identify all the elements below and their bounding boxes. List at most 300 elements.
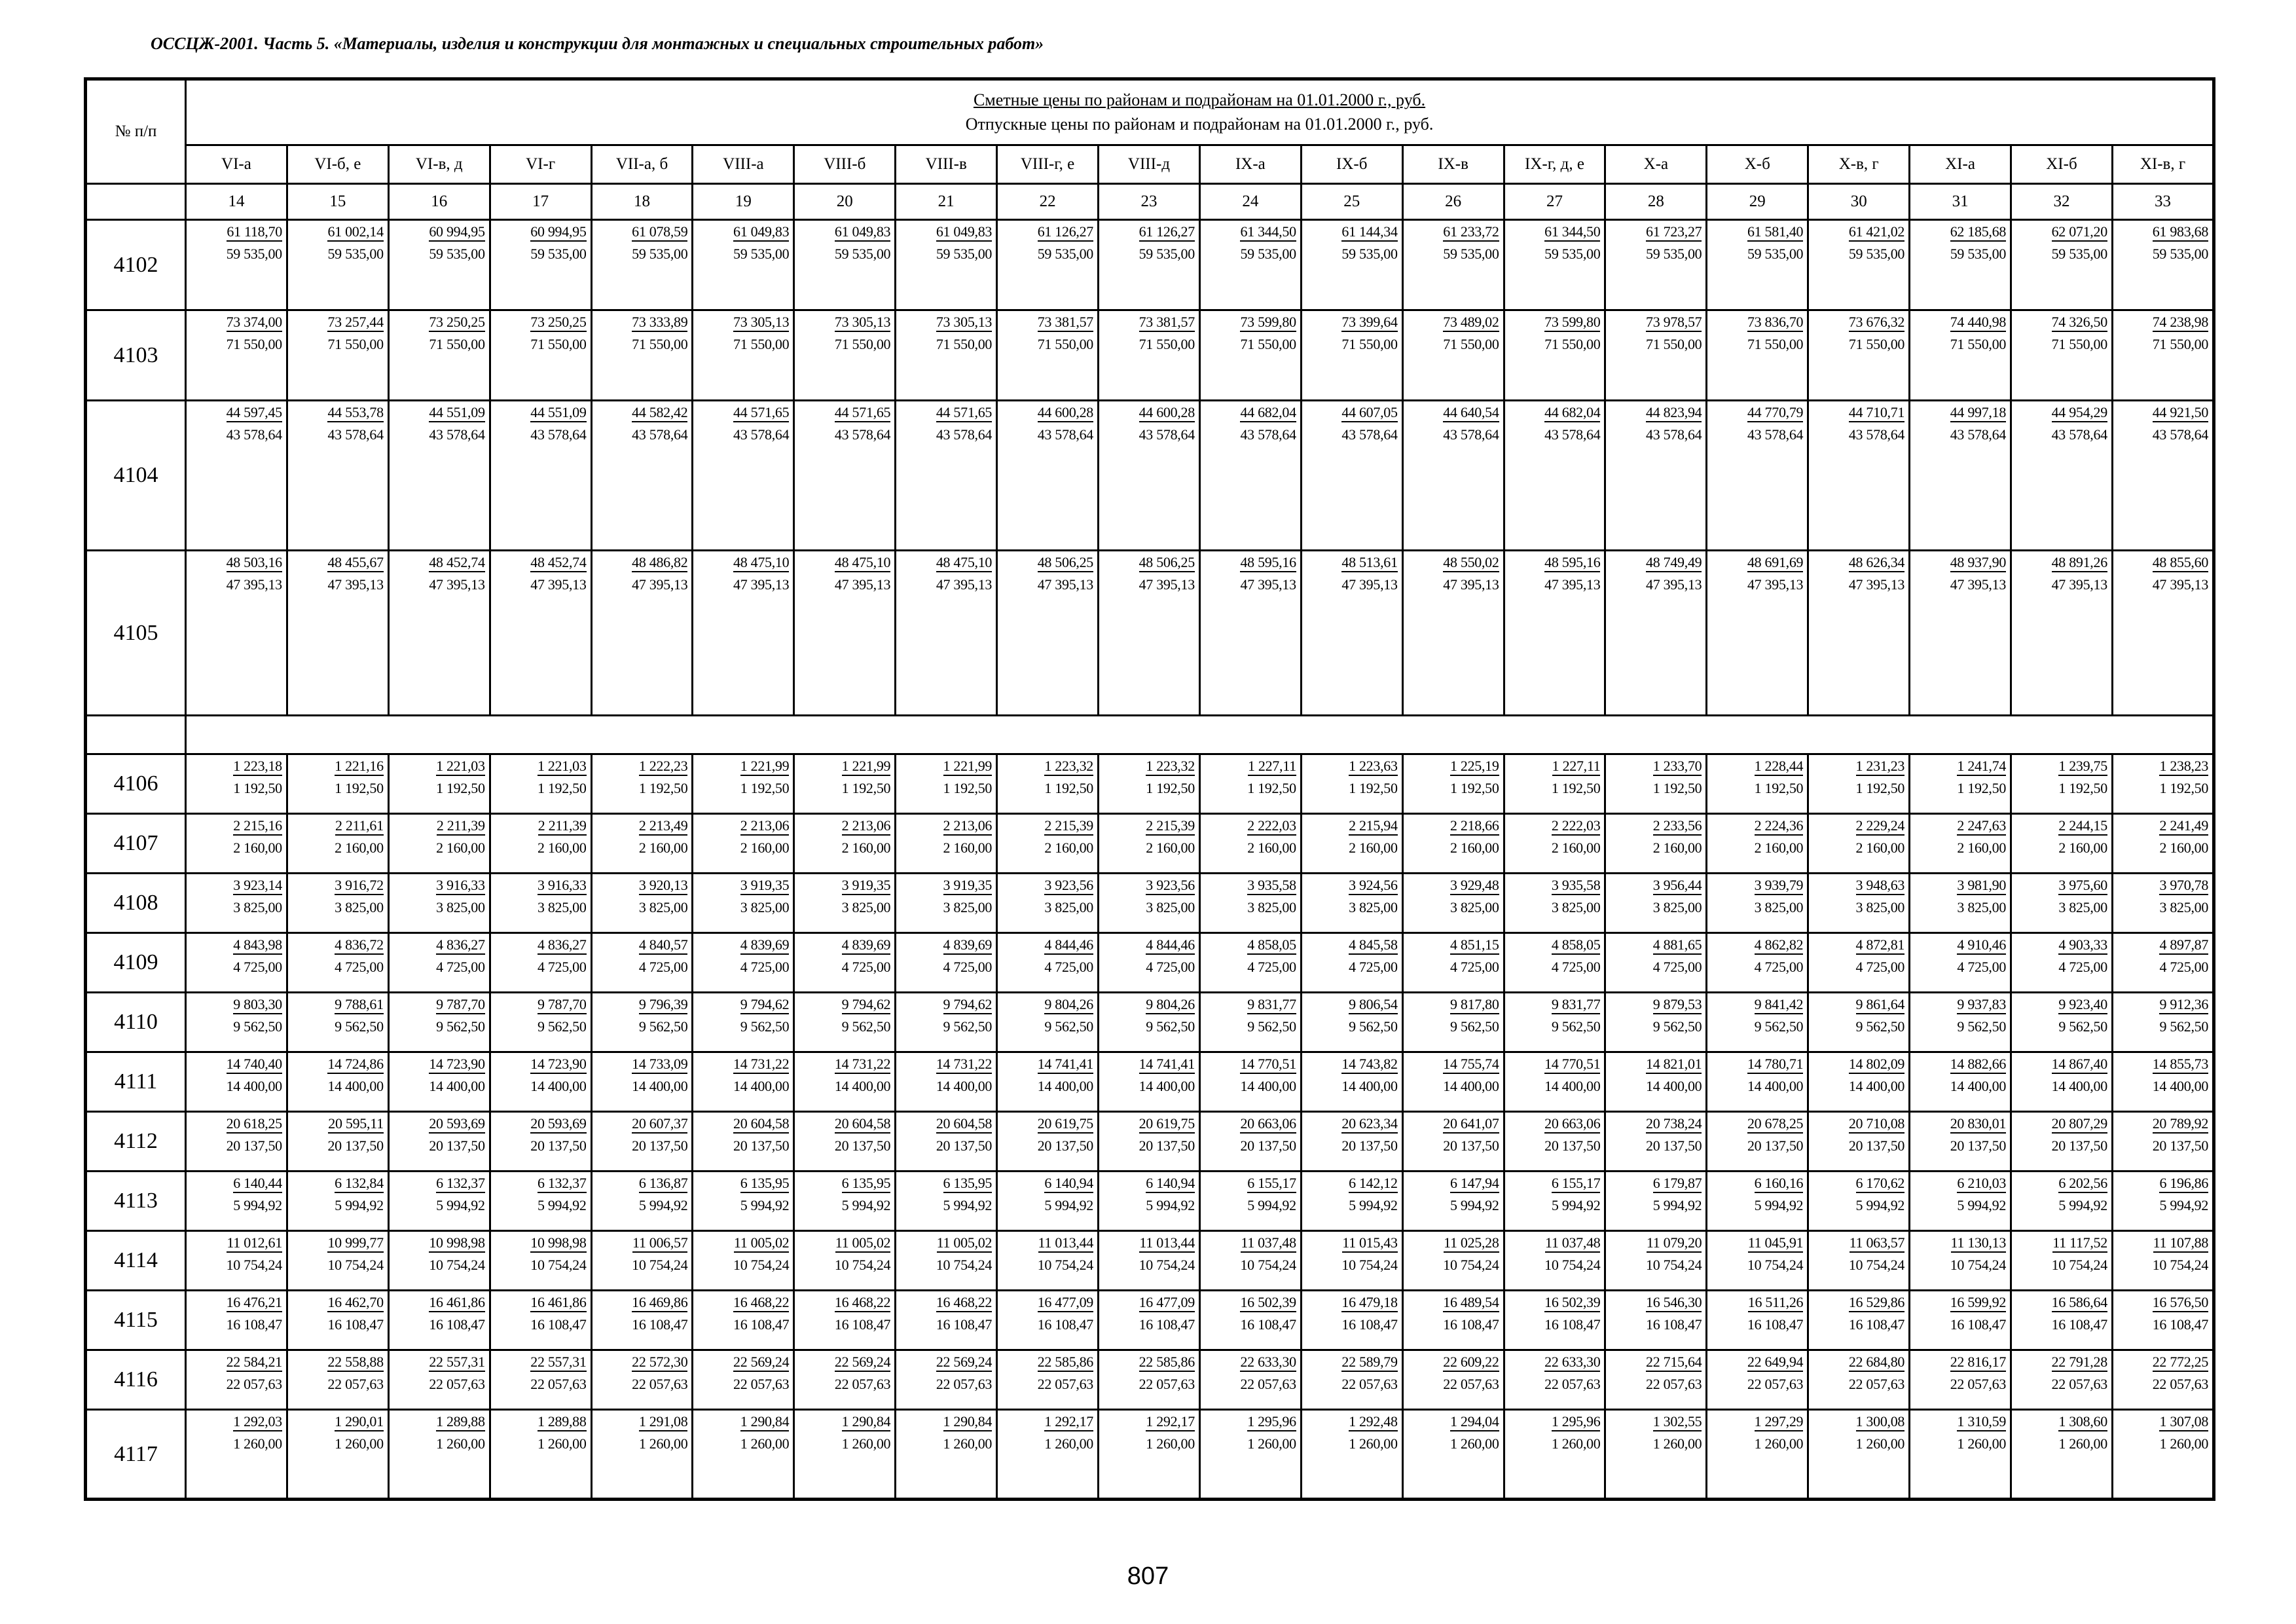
price-cell bbox=[2112, 1291, 2214, 1350]
release-price: 2 160,00 bbox=[1652, 840, 1702, 856]
release-price: 59 535,00 bbox=[936, 246, 993, 262]
estimate-price: 3 916,33 bbox=[436, 878, 485, 895]
estimate-price: 10 999,77 bbox=[327, 1236, 383, 1253]
estimate-price: 9 817,80 bbox=[1450, 997, 1499, 1014]
price-cell bbox=[997, 814, 1099, 874]
price-cell bbox=[287, 1350, 388, 1410]
price-cell bbox=[1910, 993, 2011, 1052]
release-price: 59 535,00 bbox=[1037, 246, 1094, 262]
release-price: 47 395,13 bbox=[1747, 576, 1804, 593]
estimate-price: 1 238,23 bbox=[2159, 759, 2208, 776]
price-cell bbox=[997, 310, 1099, 401]
price-cell bbox=[1504, 310, 1605, 401]
estimate-price: 22 609,22 bbox=[1443, 1355, 1499, 1372]
price-cell bbox=[693, 1172, 794, 1231]
estimate-price: 3 948,63 bbox=[1856, 878, 1905, 895]
district-header: XI-в, г bbox=[2112, 145, 2214, 184]
release-price: 14 400,00 bbox=[1747, 1078, 1804, 1094]
estimate-price: 4 844,46 bbox=[1044, 938, 1093, 955]
price-cell bbox=[388, 754, 490, 814]
release-price: 71 550,00 bbox=[1747, 336, 1804, 352]
price-cell bbox=[1605, 1172, 1707, 1231]
price-cell bbox=[591, 993, 693, 1052]
price-cell bbox=[1707, 874, 1808, 933]
release-price: 4 725,00 bbox=[537, 959, 587, 975]
price-cell bbox=[1402, 1112, 1504, 1172]
estimate-price: 44 571,65 bbox=[936, 405, 992, 422]
release-price: 1 192,50 bbox=[2058, 780, 2107, 796]
estimate-price: 4 862,82 bbox=[1755, 938, 1804, 955]
price-cell bbox=[1301, 1350, 1402, 1410]
price-cell bbox=[693, 1350, 794, 1410]
estimate-price: 1 227,11 bbox=[1552, 759, 1601, 776]
release-price: 1 260,00 bbox=[1349, 1435, 1398, 1452]
column-number: 18 bbox=[591, 184, 693, 220]
release-price: 43 578,64 bbox=[1950, 426, 2007, 443]
estimate-price: 11 012,61 bbox=[227, 1236, 282, 1253]
release-price: 9 562,50 bbox=[1449, 1018, 1499, 1035]
release-price: 22 057,63 bbox=[1037, 1376, 1094, 1392]
release-price: 3 825,00 bbox=[1551, 899, 1601, 915]
price-cell bbox=[591, 933, 693, 993]
release-price: 4 725,00 bbox=[1044, 959, 1094, 975]
release-price: 16 108,47 bbox=[1950, 1316, 2007, 1333]
price-cell bbox=[2011, 220, 2113, 310]
estimate-price: 44 710,71 bbox=[1849, 405, 1904, 422]
estimate-price: 22 557,31 bbox=[530, 1355, 586, 1372]
release-price: 3 825,00 bbox=[638, 899, 688, 915]
release-price: 59 535,00 bbox=[632, 246, 688, 262]
price-title-cell bbox=[186, 79, 2214, 145]
estimate-price: 14 740,40 bbox=[227, 1057, 282, 1074]
release-price: 9 562,50 bbox=[1754, 1018, 1804, 1035]
estimate-price: 6 135,95 bbox=[943, 1176, 993, 1193]
estimate-price: 16 477,09 bbox=[1139, 1295, 1195, 1312]
release-price: 16 108,47 bbox=[1240, 1316, 1296, 1333]
release-price: 43 578,64 bbox=[1037, 426, 1094, 443]
release-price: 5 994,92 bbox=[1247, 1197, 1296, 1213]
release-price: 5 994,92 bbox=[943, 1197, 993, 1213]
release-price: 1 192,50 bbox=[335, 780, 384, 796]
estimate-price: 2 213,49 bbox=[639, 819, 688, 836]
price-cell bbox=[1808, 401, 1910, 551]
price-cell bbox=[2011, 1350, 2113, 1410]
estimate-price: 60 994,95 bbox=[530, 225, 586, 242]
column-number: 20 bbox=[794, 184, 896, 220]
price-cell bbox=[2112, 933, 2214, 993]
estimate-price: 22 584,21 bbox=[227, 1355, 282, 1372]
price-cell bbox=[794, 1112, 896, 1172]
release-price: 20 137,50 bbox=[530, 1137, 587, 1154]
estimate-price: 48 475,10 bbox=[733, 555, 789, 572]
estimate-price: 44 600,28 bbox=[1038, 405, 1093, 422]
estimate-price: 44 823,94 bbox=[1646, 405, 1702, 422]
header-row-column-numbers bbox=[86, 184, 2214, 220]
price-cell bbox=[1605, 1291, 1707, 1350]
release-price: 3 825,00 bbox=[740, 899, 790, 915]
price-cell bbox=[2112, 220, 2214, 310]
district-header: IX-г, д, е bbox=[1504, 145, 1605, 184]
estimate-price: 3 975,60 bbox=[2058, 878, 2107, 895]
release-price: 59 535,00 bbox=[226, 246, 282, 262]
price-cell bbox=[1199, 551, 1301, 716]
release-price: 22 057,63 bbox=[1950, 1376, 2007, 1392]
price-cell bbox=[997, 1231, 1099, 1291]
release-price: 59 535,00 bbox=[1747, 246, 1804, 262]
price-cell bbox=[1199, 310, 1301, 401]
price-cell bbox=[1199, 933, 1301, 993]
price-cell bbox=[1301, 814, 1402, 874]
estimate-price: 14 882,66 bbox=[1950, 1057, 2006, 1074]
release-price: 4 725,00 bbox=[2058, 959, 2107, 975]
column-number: 29 bbox=[1707, 184, 1808, 220]
estimate-price: 14 780,71 bbox=[1747, 1057, 1803, 1074]
price-cell bbox=[1910, 401, 2011, 551]
estimate-price: 1 290,84 bbox=[842, 1414, 891, 1431]
item-code: 4110 bbox=[86, 993, 186, 1052]
release-price: 10 754,24 bbox=[632, 1257, 688, 1273]
estimate-price: 20 619,75 bbox=[1139, 1116, 1195, 1134]
release-price: 1 260,00 bbox=[1551, 1435, 1601, 1452]
price-cell bbox=[896, 1291, 997, 1350]
release-price: 71 550,00 bbox=[1341, 336, 1398, 352]
column-number: 23 bbox=[1099, 184, 1200, 220]
release-price: 16 108,47 bbox=[1848, 1316, 1905, 1333]
estimate-price: 22 772,25 bbox=[2153, 1355, 2208, 1372]
price-cell bbox=[1301, 1052, 1402, 1112]
release-price: 4 725,00 bbox=[841, 959, 891, 975]
price-cell bbox=[896, 1112, 997, 1172]
price-cell bbox=[490, 1410, 591, 1500]
estimate-price: 4 844,46 bbox=[1146, 938, 1195, 955]
estimate-price: 61 421,02 bbox=[1849, 225, 1904, 242]
price-cell bbox=[1199, 1231, 1301, 1291]
release-price: 47 395,13 bbox=[1848, 576, 1905, 593]
estimate-price: 61 344,50 bbox=[1544, 225, 1600, 242]
release-price: 4 725,00 bbox=[1449, 959, 1499, 975]
release-price: 4 725,00 bbox=[436, 959, 485, 975]
price-cell bbox=[591, 1350, 693, 1410]
estimate-price: 11 037,48 bbox=[1241, 1236, 1296, 1253]
price-cell bbox=[1605, 1052, 1707, 1112]
price-cell bbox=[1808, 551, 1910, 716]
price-cell bbox=[1605, 933, 1707, 993]
estimate-price: 74 326,50 bbox=[2052, 315, 2107, 332]
price-cell bbox=[591, 814, 693, 874]
column-number: 16 bbox=[388, 184, 490, 220]
release-price: 14 400,00 bbox=[1240, 1078, 1296, 1094]
price-cell bbox=[490, 401, 591, 551]
estimate-price: 48 595,16 bbox=[1544, 555, 1600, 572]
price-cell bbox=[1301, 310, 1402, 401]
release-price: 71 550,00 bbox=[530, 336, 587, 352]
estimate-price: 2 215,94 bbox=[1349, 819, 1398, 836]
release-price: 59 535,00 bbox=[530, 246, 587, 262]
estimate-price: 20 619,75 bbox=[1038, 1116, 1093, 1134]
price-cell bbox=[1605, 1410, 1707, 1500]
release-price: 71 550,00 bbox=[632, 336, 688, 352]
estimate-price: 44 997,18 bbox=[1950, 405, 2006, 422]
price-cell bbox=[2011, 874, 2113, 933]
price-cell bbox=[794, 1350, 896, 1410]
estimate-price-title: Сметные цены по районам и подрайонам на 01.01.2000 г., руб. bbox=[973, 90, 1426, 109]
estimate-price: 44 582,42 bbox=[632, 405, 687, 422]
release-price: 1 192,50 bbox=[943, 780, 993, 796]
estimate-price: 22 569,24 bbox=[733, 1355, 789, 1372]
release-price: 9 562,50 bbox=[335, 1018, 384, 1035]
estimate-price: 1 223,32 bbox=[1146, 759, 1195, 776]
price-cell bbox=[794, 1291, 896, 1350]
release-price: 2 160,00 bbox=[1044, 840, 1094, 856]
release-price: 4 725,00 bbox=[638, 959, 688, 975]
estimate-price: 16 469,86 bbox=[632, 1295, 687, 1312]
estimate-price: 74 440,98 bbox=[1950, 315, 2006, 332]
estimate-price: 74 238,98 bbox=[2153, 315, 2208, 332]
estimate-price: 73 599,80 bbox=[1240, 315, 1296, 332]
estimate-price: 6 202,56 bbox=[2058, 1176, 2107, 1193]
release-price-title: Отпускные цены по районам и подрайонам на 01.01.2000 г., руб. bbox=[965, 114, 1434, 134]
price-cell bbox=[1199, 220, 1301, 310]
release-price: 20 137,50 bbox=[936, 1137, 993, 1154]
release-price: 47 395,13 bbox=[327, 576, 384, 593]
estimate-price: 11 037,48 bbox=[1545, 1236, 1600, 1253]
release-price: 43 578,64 bbox=[733, 426, 790, 443]
release-price: 16 108,47 bbox=[2152, 1316, 2209, 1333]
price-cell bbox=[1099, 401, 1200, 551]
release-price: 22 057,63 bbox=[834, 1376, 891, 1392]
price-cell bbox=[1808, 1350, 1910, 1410]
price-cell bbox=[287, 1291, 388, 1350]
estimate-price: 61 344,50 bbox=[1240, 225, 1296, 242]
estimate-price: 20 738,24 bbox=[1646, 1116, 1702, 1134]
estimate-price: 1 291,08 bbox=[639, 1414, 688, 1431]
release-price: 16 108,47 bbox=[936, 1316, 993, 1333]
release-price: 47 395,13 bbox=[1544, 576, 1601, 593]
release-price: 43 578,64 bbox=[936, 426, 993, 443]
price-cell bbox=[1301, 993, 1402, 1052]
price-cell bbox=[1605, 310, 1707, 401]
price-cell bbox=[1199, 1052, 1301, 1112]
release-price: 43 578,64 bbox=[834, 426, 891, 443]
release-price: 59 535,00 bbox=[1646, 246, 1702, 262]
estimate-price: 1 289,88 bbox=[538, 1414, 587, 1431]
release-price: 3 825,00 bbox=[1449, 899, 1499, 915]
estimate-price: 16 489,54 bbox=[1443, 1295, 1499, 1312]
estimate-price: 4 845,58 bbox=[1349, 938, 1398, 955]
release-price: 5 994,92 bbox=[1449, 1197, 1499, 1213]
price-cell bbox=[388, 814, 490, 874]
release-price: 10 754,24 bbox=[1341, 1257, 1398, 1273]
estimate-price: 61 581,40 bbox=[1747, 225, 1803, 242]
price-cell bbox=[1808, 754, 1910, 814]
estimate-price: 20 618,25 bbox=[227, 1116, 282, 1134]
price-cell bbox=[1504, 1410, 1605, 1500]
estimate-price: 22 633,30 bbox=[1240, 1355, 1296, 1372]
estimate-price: 6 147,94 bbox=[1450, 1176, 1499, 1193]
estimate-price: 1 292,48 bbox=[1349, 1414, 1398, 1431]
estimate-price: 2 213,06 bbox=[740, 819, 790, 836]
estimate-price: 48 855,60 bbox=[2153, 555, 2208, 572]
release-price: 20 137,50 bbox=[1848, 1137, 1905, 1154]
release-price: 10 754,24 bbox=[429, 1257, 485, 1273]
price-cell bbox=[1504, 754, 1605, 814]
price-cell bbox=[2112, 310, 2214, 401]
price-cell bbox=[2011, 1172, 2113, 1231]
release-price: 22 057,63 bbox=[1747, 1376, 1804, 1392]
estimate-price: 22 572,30 bbox=[632, 1355, 687, 1372]
release-price: 47 395,13 bbox=[1037, 576, 1094, 593]
release-price: 1 192,50 bbox=[1044, 780, 1094, 796]
table-row bbox=[86, 1172, 2214, 1231]
estimate-price: 14 741,41 bbox=[1139, 1057, 1195, 1074]
price-cell bbox=[1099, 551, 1200, 716]
price-cell bbox=[794, 551, 896, 716]
release-price: 4 725,00 bbox=[1957, 959, 2007, 975]
release-price: 1 260,00 bbox=[537, 1435, 587, 1452]
release-price: 43 578,64 bbox=[632, 426, 688, 443]
release-price: 5 994,92 bbox=[1855, 1197, 1905, 1213]
estimate-price: 73 381,57 bbox=[1038, 315, 1093, 332]
release-price: 10 754,24 bbox=[1139, 1257, 1195, 1273]
estimate-price: 16 546,30 bbox=[1646, 1295, 1702, 1312]
price-cell bbox=[1402, 874, 1504, 933]
price-cell bbox=[2112, 1172, 2214, 1231]
estimate-price: 4 836,72 bbox=[335, 938, 384, 955]
estimate-price: 14 770,51 bbox=[1240, 1057, 1296, 1074]
estimate-price: 14 755,74 bbox=[1443, 1057, 1499, 1074]
table-row bbox=[86, 310, 2214, 401]
estimate-price: 14 802,09 bbox=[1849, 1057, 1904, 1074]
release-price: 5 994,92 bbox=[638, 1197, 688, 1213]
estimate-price: 1 221,99 bbox=[842, 759, 891, 776]
release-price: 16 108,47 bbox=[429, 1316, 485, 1333]
district-header: VIII-а bbox=[693, 145, 794, 184]
release-price: 22 057,63 bbox=[1848, 1376, 1905, 1392]
estimate-price: 16 599,92 bbox=[1950, 1295, 2006, 1312]
price-cell bbox=[287, 874, 388, 933]
release-price: 43 578,64 bbox=[1544, 426, 1601, 443]
price-cell bbox=[1199, 401, 1301, 551]
table-row bbox=[86, 551, 2214, 716]
price-cell bbox=[1707, 310, 1808, 401]
estimate-price: 9 804,26 bbox=[1146, 997, 1195, 1014]
price-cell bbox=[388, 1172, 490, 1231]
estimate-price: 4 858,05 bbox=[1247, 938, 1296, 955]
price-cell bbox=[490, 874, 591, 933]
price-cell bbox=[1707, 1172, 1808, 1231]
release-price: 16 108,47 bbox=[1646, 1316, 1702, 1333]
price-cell bbox=[1808, 310, 1910, 401]
estimate-price: 6 142,12 bbox=[1349, 1176, 1398, 1193]
estimate-price: 11 005,02 bbox=[835, 1236, 890, 1253]
release-price: 59 535,00 bbox=[1443, 246, 1499, 262]
estimate-price: 14 821,01 bbox=[1646, 1057, 1702, 1074]
release-price: 9 562,50 bbox=[1957, 1018, 2007, 1035]
estimate-price: 61 233,72 bbox=[1443, 225, 1499, 242]
estimate-price: 10 998,98 bbox=[530, 1236, 586, 1253]
release-price: 4 725,00 bbox=[1652, 959, 1702, 975]
release-price: 22 057,63 bbox=[1341, 1376, 1398, 1392]
price-cell bbox=[1910, 1231, 2011, 1291]
estimate-price: 1 300,08 bbox=[1856, 1414, 1905, 1431]
estimate-price: 6 140,44 bbox=[233, 1176, 282, 1193]
price-cell bbox=[388, 1052, 490, 1112]
district-header: IX-а bbox=[1199, 145, 1301, 184]
estimate-price: 1 223,32 bbox=[1044, 759, 1093, 776]
release-price: 16 108,47 bbox=[632, 1316, 688, 1333]
estimate-price: 1 308,60 bbox=[2058, 1414, 2107, 1431]
release-price: 22 057,63 bbox=[632, 1376, 688, 1392]
price-cell bbox=[2112, 1231, 2214, 1291]
release-price: 47 395,13 bbox=[429, 576, 485, 593]
estimate-price: 73 676,32 bbox=[1849, 315, 1904, 332]
price-cell bbox=[1707, 933, 1808, 993]
release-price: 4 725,00 bbox=[740, 959, 790, 975]
price-cell bbox=[1808, 874, 1910, 933]
release-price: 10 754,24 bbox=[2152, 1257, 2209, 1273]
price-cell bbox=[1099, 310, 1200, 401]
estimate-price: 73 250,25 bbox=[530, 315, 586, 332]
estimate-price: 1 221,03 bbox=[436, 759, 485, 776]
price-cell bbox=[693, 551, 794, 716]
release-price: 71 550,00 bbox=[327, 336, 384, 352]
estimate-price: 9 841,42 bbox=[1755, 997, 1804, 1014]
release-price: 59 535,00 bbox=[429, 246, 485, 262]
price-cell bbox=[896, 993, 997, 1052]
estimate-price: 22 558,88 bbox=[327, 1355, 383, 1372]
estimate-price: 2 218,66 bbox=[1450, 819, 1499, 836]
price-cell bbox=[490, 1172, 591, 1231]
price-cell bbox=[1910, 933, 2011, 993]
release-price: 1 192,50 bbox=[233, 780, 282, 796]
estimate-price: 14 741,41 bbox=[1038, 1057, 1093, 1074]
release-price: 43 578,64 bbox=[2152, 426, 2209, 443]
estimate-price: 48 550,02 bbox=[1443, 555, 1499, 572]
price-cell bbox=[186, 814, 287, 874]
release-price: 1 260,00 bbox=[1044, 1435, 1094, 1452]
district-header: IX-б bbox=[1301, 145, 1402, 184]
price-cell bbox=[1402, 1410, 1504, 1500]
estimate-price: 44 551,09 bbox=[429, 405, 484, 422]
price-cell bbox=[1199, 1291, 1301, 1350]
price-cell bbox=[186, 874, 287, 933]
price-cell bbox=[1605, 1231, 1707, 1291]
estimate-price: 22 569,24 bbox=[936, 1355, 992, 1372]
release-price: 20 137,50 bbox=[1037, 1137, 1094, 1154]
release-price: 71 550,00 bbox=[1443, 336, 1499, 352]
price-cell bbox=[287, 310, 388, 401]
estimate-price: 22 649,94 bbox=[1747, 1355, 1803, 1372]
price-cell bbox=[1402, 401, 1504, 551]
release-price: 2 160,00 bbox=[233, 840, 282, 856]
price-cell bbox=[794, 993, 896, 1052]
price-cell bbox=[1707, 1052, 1808, 1112]
estimate-price: 9 788,61 bbox=[335, 997, 384, 1014]
column-number: 28 bbox=[1605, 184, 1707, 220]
estimate-price: 61 002,14 bbox=[327, 225, 383, 242]
estimate-price: 16 461,86 bbox=[429, 1295, 484, 1312]
release-price: 47 395,13 bbox=[632, 576, 688, 593]
estimate-price: 9 796,39 bbox=[639, 997, 688, 1014]
estimate-price: 11 107,88 bbox=[2153, 1236, 2208, 1253]
estimate-price: 73 978,57 bbox=[1646, 315, 1702, 332]
estimate-price: 48 455,67 bbox=[327, 555, 383, 572]
column-number: 25 bbox=[1301, 184, 1402, 220]
estimate-price: 16 576,50 bbox=[2153, 1295, 2208, 1312]
table-row bbox=[86, 814, 2214, 874]
estimate-price: 9 794,62 bbox=[842, 997, 891, 1014]
estimate-price: 2 211,61 bbox=[335, 819, 384, 836]
